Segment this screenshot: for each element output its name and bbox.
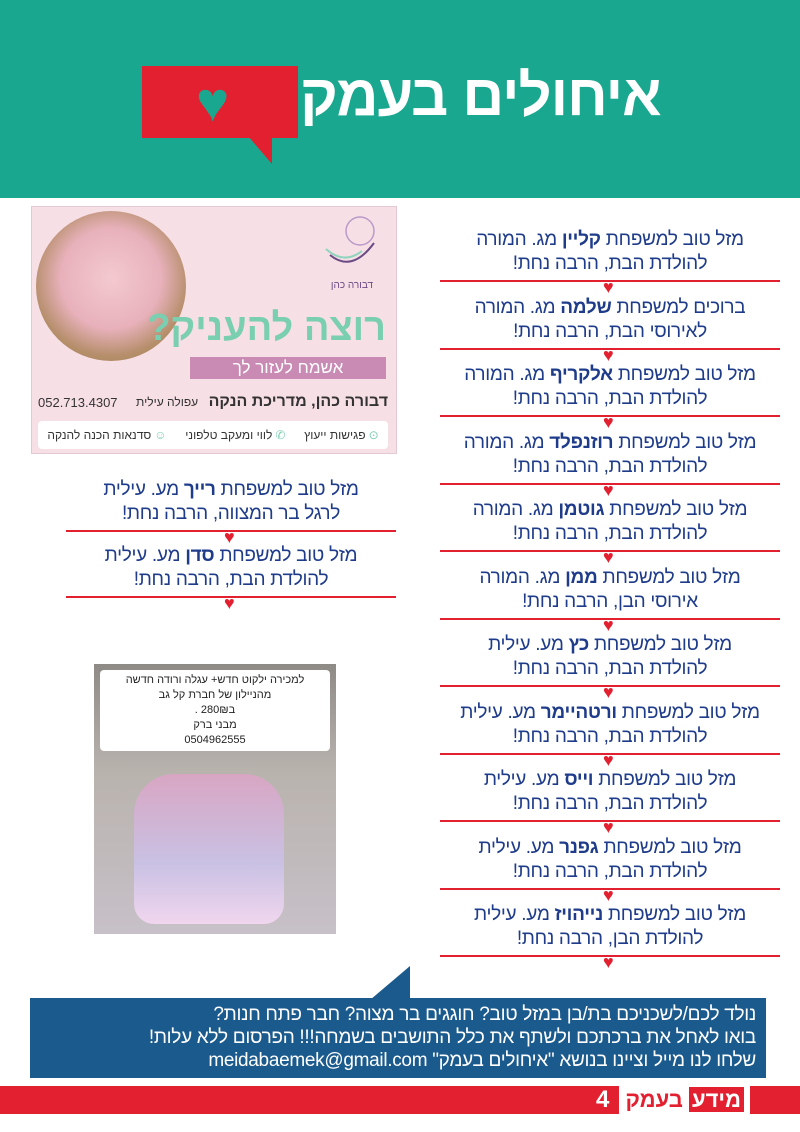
heart-icon: ♥ [603,749,614,770]
heart-icon: ♥ [603,412,614,432]
greeting-line2: להולדת הבת, הרבה נחת! [512,523,708,544]
greeting-line1: מזל טוב למשפחת רייך מע. עילית [103,479,359,500]
greeting-line1: מזל טוב למשפחת נייהויז מע. עילית [474,904,746,925]
greeting-line2: להולדת הבת, הרבה נחת! [133,569,329,590]
classified-photo [94,664,336,934]
ad-headline: רוצה להעניק? [147,307,386,349]
ad-logo-text: דבורה כהן [330,280,374,291]
family-name: ורטהיימר [540,701,617,723]
group-icon: ☺ [154,428,167,442]
family-name: סדן [185,545,215,566]
family-name: רייך [183,479,216,500]
ad-contact [136,391,388,413]
greeting-line1: מזל טוב למשפחת גוטמן מג. המורה [472,499,748,520]
ad-phone: 052.713.4307 [38,395,118,410]
page-number: 4 [596,1086,610,1113]
greeting-line1: מזל טוב למשפחת וייס מע. עילית [483,769,737,790]
greeting-entry [440,431,780,479]
greeting-entry [440,296,780,344]
greeting-entry [66,478,396,526]
footer-brand: מידע בעמק [619,1086,750,1114]
greeting-line2: להולדת הבת, הרבה נחת! [512,658,708,679]
family-name: גפנר [559,836,599,858]
ad-location: עפולה עילית [136,395,199,409]
greeting-entry [440,768,780,816]
heart-icon: ♥ [224,593,235,613]
service-item: ⊙פגישות ייעוץ [304,428,379,442]
greeting-line2: אירוסי הבן, הרבה נחת! [522,590,698,612]
callout-line: בואו לאחל את ברכתכם ולשתף את כלל התושבים בשמחה!!! הפרסום ללא עלות! [148,1027,756,1048]
greeting-line2: להולדת הבת, הרבה נחת! [512,793,708,814]
location-icon: ⊙ [368,428,379,442]
family-name: אלקריף [549,364,613,385]
greeting-line2: לאירוסי הבת, הרבה נחת! [513,320,707,342]
greeting-line1: מזל טוב למשפחת גפנר מע. עילית [478,836,742,858]
callout-line: נולד לכם/לשכניכם בת/בן במזל טוב? חוגגים בר מצוה? חבר פתח חנות? [213,1004,756,1025]
callout-line: שלחו לנו מייל וציינו בנושא "איחולים בעמק" meidabaemek@gmail.com [208,1050,756,1071]
service-item: ✆לווי ומעקב טלפוני [185,428,286,442]
ad-services [38,421,388,449]
greeting-line1: ברוכים למשפחת שלמה מג. המורה [474,296,746,318]
heart-icon: ♥ [603,884,614,905]
ad-name: דבורה כהן, מדריכת הנקה [208,393,388,410]
heart-icon: ♥ [603,344,614,365]
greeting-entry [66,544,396,592]
greeting-line2: להולדת הבת, הרבה נחת! [512,455,708,477]
service-item: ☺סדנאות הכנה להנקה [47,428,167,442]
greeting-line1: מזל טוב למשפחת רוזנפלד מג. המורה [463,431,757,453]
family-name: כץ [568,634,589,655]
page-title: איחולים בעמק [300,63,661,128]
greeting-line1: מזל טוב למשפחת סדן מע. עילית [104,545,358,566]
family-name: נייהויז [554,904,603,925]
family-name: וייס [564,769,594,790]
family-name: קליין [561,229,601,250]
greeting-line2: להולדת הבת, הרבה נחת! [512,388,708,409]
greeting-line1: מזל טוב למשפחת אלקריף מג. המורה [464,364,756,385]
greeting-line2: לרגל בר המצווה, הרבה נחת! [121,503,341,524]
greeting-line2: להולדת הבן, הרבה נחת! [516,928,704,949]
greeting-line1: מזל טוב למשפחת כץ מע. עילית [488,634,732,655]
speech-bubble-tail [248,136,272,164]
greeting-entry [440,633,780,681]
family-name: ממן [565,566,598,588]
greeting-entry [440,363,780,411]
callout-tail [370,966,410,1000]
family-name: שלמה [560,296,612,318]
family-name: רוזנפלד [549,431,614,453]
greeting-line1: מזל טוב למשפחת ורטהיימר מע. עילית [460,701,760,723]
greeting-entry [440,701,780,749]
backpack-image [134,774,284,924]
greeting-line1: מזל טוב למשפחת קליין מג. המורה [476,229,744,250]
heart-icon: ♥ [603,479,614,500]
greeting-line1: מזל טוב למשפחת ממן מג. המורה [479,566,741,588]
heart-icon: ♥ [603,547,614,567]
greeting-entry [440,228,780,276]
greeting-line2: להולדת הבת, הרבה נחת! [512,725,708,747]
greeting-entry [440,903,780,951]
heart-icon: ♥ [196,70,230,133]
heart-icon: ♥ [603,614,614,635]
greeting-entry [440,566,780,614]
ad-subheadline: אשמח לעזור לך [190,357,386,379]
heart-icon: ♥ [603,277,614,297]
greeting-entry [440,836,780,884]
classified-note: למכירה ילקוט חדש+ עגלה ורודה חדשה מהניילון של חברת קל גב ב280₪ . מבני ברק 0504962555 [100,670,330,751]
greeting-line2: להולדת הבת, הרבה נחת! [512,860,708,882]
heart-icon: ♥ [603,817,614,837]
ad-logo [322,215,382,295]
heart-icon: ♥ [224,527,235,547]
callout-box [30,998,766,1078]
greeting-entry [440,498,780,546]
heart-icon: ♥ [603,682,614,702]
greeting-line2: להולדת הבת, הרבה נחת! [512,253,708,274]
phone-icon: ✆ [275,428,286,442]
heart-icon: ♥ [603,952,614,972]
breastfeeding-ad [31,206,397,454]
family-name: גוטמן [558,499,605,520]
